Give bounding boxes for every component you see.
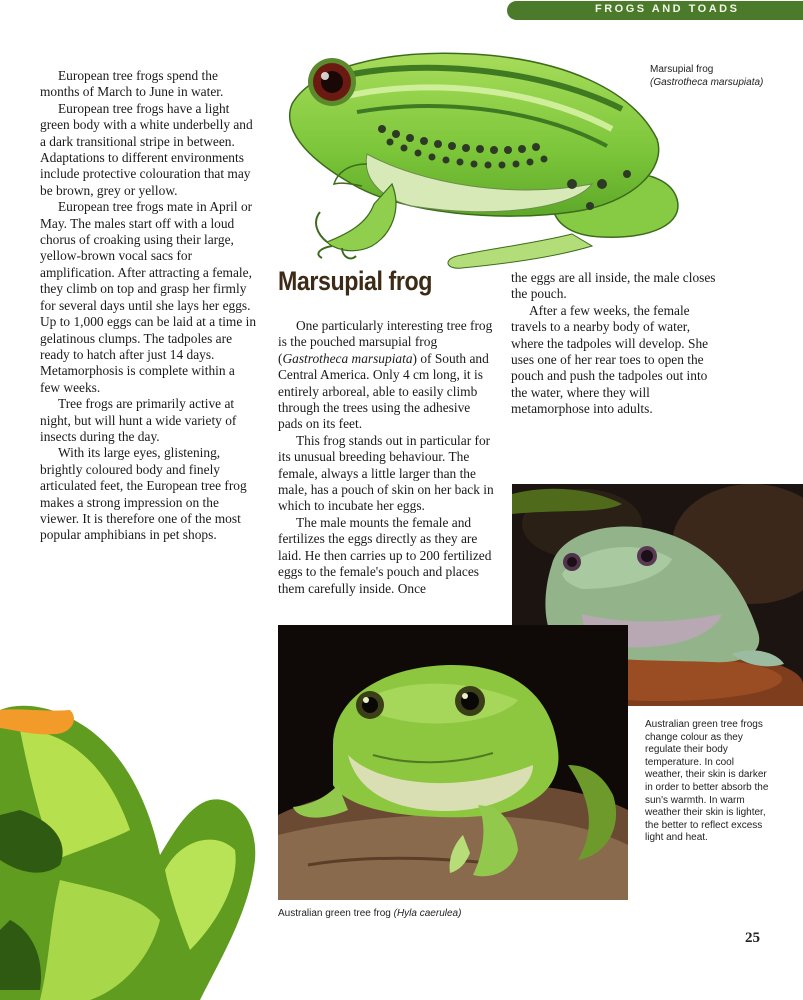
species-name: Gastrotheca marsupiata [282,350,413,366]
paragraph [278,318,496,433]
paragraph: This frog stands out in particular for its unusual breeding behaviour. The female, always a little larger than the male, has a pouch of skin on her back in which to incubate her eggs. [278,432,494,514]
column-3 [511,270,726,418]
page-number: 25 [745,930,760,946]
paragraph: The male mounts the female and fertilizes the eggs directly as they are laid. He then carries up to 200 fertilized eggs to the female's pouch and places them carefully inside. Once [278,514,492,596]
paragraph: European tree frogs spend the months of March to June in water. [40,68,224,100]
caption-text: Australian green tree frog [278,908,394,919]
paragraph-text: One particularly interesting tree frog is the pouched marsupial frog ( [278,318,493,366]
paragraph: the eggs are all inside, the male closes the pouch. [511,270,716,302]
marsupial-frog-illustration [272,34,697,280]
section-heading: Marsupial frog [278,266,432,296]
paragraph: European tree frogs mate in April or May. The males start off with a loud chorus of croaking using their large, yellow-brown vocal sacs for amplification. After attracting a female, they climb on top and grasp her firmly for several days until she lays her eggs. Up to 1,000 eggs can be laid at a time in gelatinous clumps. The tadpoles are ready to hatch after just 14 days. Metamorphosis is complete within a few weeks. [40,199,257,395]
running-header [507,1,803,20]
caption-species: (Hyla caerulea) [393,908,462,919]
caption-species: (Gastrotheca marsupiata) [650,76,764,88]
paragraph: Tree frogs are primarily active at night, but will hunt a wide variety of insects during the day. [40,396,237,444]
caption-text: Marsupial frog [650,64,714,75]
running-header-title: FROGS AND TOADS [595,3,740,15]
column-1 [40,68,258,544]
marsupial-frog-caption [650,64,770,89]
green-tree-frog-colour-caption: Australian green tree frogs change colour as they regulate their body temperature. In cool weather, their skin is darker in order to better absorb the sun's warmth. In warm weather their skin is lighter, the better to reflect excess light and heat. [645,719,769,844]
green-tree-frog-caption [278,908,578,921]
frog-foot-decoration [0,690,280,1000]
paragraph: After a few weeks, the female travels to a nearby body of water, where the tadpoles will develop. She uses one of her rear toes to open the pouch and push the tadpoles out into the water, where they will metamorphose into adults. [511,302,709,417]
column-2 [278,318,496,597]
paragraph-text: ) of South and Central America. Only 4 cm long, it is entirely arboreal, able to easily climb through the trees using the adhesive pads on its feet. [278,350,489,432]
green-tree-frog-photo [278,625,628,900]
paragraph: European tree frogs have a light green body with a white underbelly and a dark transitional stripe in between. Adaptations to different environments include protective colouration that may be brown, grey or yellow. [40,100,253,198]
paragraph: With its large eyes, glistening, brightly coloured body and finely articulated feet, the European tree frog makes a strong impression on the viewer. It is therefore one of the most popular amphibians in pet shops. [40,445,247,543]
